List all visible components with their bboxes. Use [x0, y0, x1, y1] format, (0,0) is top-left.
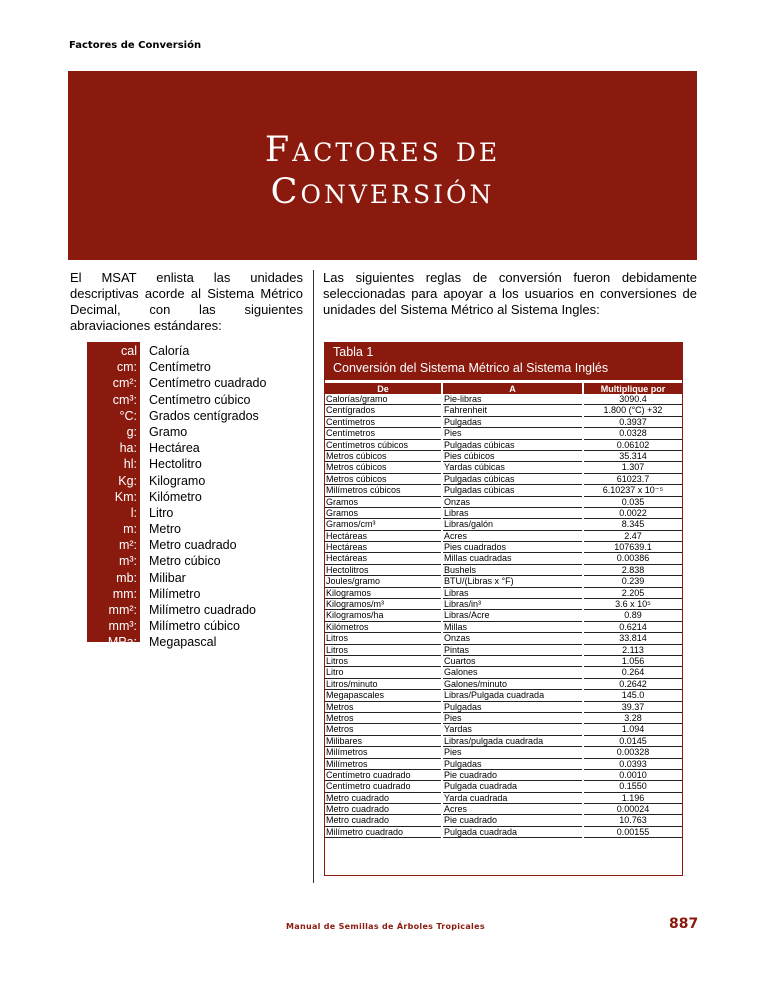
abbreviation-value: Centímetro	[149, 360, 211, 375]
cell-to: Pulgadas cúbicas	[443, 440, 582, 451]
cell-to: Fahrenheit	[443, 405, 582, 416]
cell-to: Bushels	[443, 565, 582, 576]
abbreviation-key: g:	[126, 424, 137, 439]
cell-multiply: 10.763	[584, 815, 682, 826]
cell-to: Libras/Pulgada cuadrada	[443, 690, 582, 701]
abbreviation-key: cm²:	[112, 376, 137, 391]
table-caption	[325, 343, 682, 380]
abbreviation-row	[87, 408, 337, 424]
cell-multiply: 0.0010	[584, 770, 682, 781]
abbreviation-value: Metro cuadrado	[149, 538, 237, 553]
abbreviation-value: Gramo	[149, 424, 188, 439]
cell-to: Libras/in³	[443, 599, 582, 610]
abbreviation-key: hl:	[123, 457, 137, 472]
cell-from: Centímetro cuadrado	[325, 770, 441, 781]
cell-to: Pulgadas	[443, 702, 582, 713]
intro-right-paragraph: Las siguientes reglas de conversión fueron debidamente seleccionadas para apoyar a los usuarios en conversiones de unidades del Sistema Métrico al Sistema Ingles:	[323, 270, 697, 317]
table-body	[325, 380, 682, 875]
cell-multiply: 61023.7	[584, 474, 682, 485]
cell-to: Pies	[443, 747, 582, 758]
abbreviation-row	[87, 440, 337, 456]
cell-multiply: 0.6214	[584, 622, 682, 633]
cell-to: Pie cuadrado	[443, 815, 582, 826]
cell-multiply: 107639.1	[584, 542, 682, 553]
cell-from: Metros	[325, 713, 441, 724]
cell-to: Galones	[443, 667, 582, 678]
cell-from: Hectolitros	[325, 565, 441, 576]
abbreviation-key: mm³:	[108, 619, 137, 634]
cell-to: Yarda cuadrada	[443, 793, 582, 804]
cell-from: Megapascales	[325, 690, 441, 701]
abbreviation-row	[87, 537, 337, 553]
cell-multiply: 0.00024	[584, 804, 682, 815]
cell-to: Libras/pulgada cuadrada	[443, 736, 582, 747]
cell-multiply: 0.0145	[584, 736, 682, 747]
column-multiply	[584, 394, 682, 838]
abbreviation-key: Km:	[114, 489, 137, 504]
abbreviation-value: Caloría	[149, 344, 190, 358]
cell-multiply: 2.205	[584, 588, 682, 599]
cell-from: Metro cuadrado	[325, 804, 441, 815]
column-header-from: De	[377, 384, 389, 394]
column-to	[443, 394, 582, 838]
cell-multiply: 0.0022	[584, 508, 682, 519]
cell-multiply: 1.056	[584, 656, 682, 667]
cell-to: Pulgadas	[443, 417, 582, 428]
abbreviation-row	[87, 473, 337, 489]
abbreviation-key: cm:	[116, 360, 137, 375]
cell-multiply: 0.00386	[584, 553, 682, 564]
cell-multiply: 3.28	[584, 713, 682, 724]
cell-multiply: 0.00155	[584, 827, 682, 838]
cell-to: Pies	[443, 428, 582, 439]
cell-from: Metros	[325, 724, 441, 735]
cell-from: Litros/minuto	[325, 679, 441, 690]
cell-from: Kilogramos/ha	[325, 610, 441, 621]
cell-to: Libras/galón	[443, 519, 582, 530]
abbreviation-key: MPa:	[107, 635, 137, 650]
abbreviation-value: Milímetro	[149, 586, 201, 601]
page-number: 887	[669, 916, 699, 932]
footer-text: Manual de Semillas de Árboles Tropicales	[286, 922, 485, 931]
cell-multiply: 33.814	[584, 633, 682, 644]
cell-multiply: 0.00328	[584, 747, 682, 758]
abbreviation-row	[87, 456, 337, 472]
column-from	[325, 394, 441, 838]
cell-from: Centímetro cuadrado	[325, 781, 441, 792]
page-title-line-2: Conversión	[270, 172, 495, 212]
cell-from: Metros cúbicos	[325, 462, 441, 473]
cell-from: Litros	[325, 656, 441, 667]
cell-multiply: 0.0328	[584, 428, 682, 439]
abbreviation-value: Centímetro cuadrado	[149, 376, 267, 391]
cell-from: Metros	[325, 702, 441, 713]
abbreviation-value: Litro	[149, 505, 174, 520]
cell-multiply: 6.10237 x 10⁻⁵	[584, 485, 682, 496]
cell-to: Millas	[443, 622, 582, 633]
cell-multiply: 35.314	[584, 451, 682, 462]
abbreviation-value: Metro	[149, 522, 181, 537]
page-title	[68, 129, 697, 213]
abbreviation-row	[87, 343, 337, 359]
abbreviation-key: l:	[130, 505, 137, 520]
abbreviation-row	[87, 424, 337, 440]
cell-from: Gramos	[325, 508, 441, 519]
page-title-line-1: Factores de	[264, 130, 501, 170]
cell-multiply: 0.06102	[584, 440, 682, 451]
cell-from: Milímetro cuadrado	[325, 827, 441, 838]
abbreviation-value: Grados centígrados	[149, 408, 259, 423]
cell-to: Yardas cúbicas	[443, 462, 582, 473]
cell-to: Cuartos	[443, 656, 582, 667]
cell-to: Pies cúbicos	[443, 451, 582, 462]
cell-multiply: 2.47	[584, 531, 682, 542]
abbreviation-value: Centímetro cúbico	[149, 392, 251, 407]
cell-multiply: 0.2642	[584, 679, 682, 690]
column-header-multiply: Multiplique por	[600, 384, 666, 394]
cell-to: Onzas	[443, 633, 582, 644]
cell-multiply: 1.196	[584, 793, 682, 804]
abbreviation-key: cal	[121, 344, 137, 358]
abbreviation-key: Kg:	[118, 473, 137, 488]
abbreviation-row	[87, 521, 337, 537]
abbreviation-key: m³:	[118, 554, 137, 569]
cell-to: Onzas	[443, 497, 582, 508]
cell-to: Libras/Acre	[443, 610, 582, 621]
abbreviation-row	[87, 553, 337, 569]
cell-multiply: 2.113	[584, 645, 682, 656]
cell-to: Pie cuadrado	[443, 770, 582, 781]
abbreviation-value: Hectolitro	[149, 457, 202, 472]
abbreviation-value: Kilogramo	[149, 473, 206, 488]
cell-to: Pulgadas cúbicas	[443, 474, 582, 485]
cell-from: Milímetros	[325, 747, 441, 758]
abbreviation-key: mm:	[112, 586, 137, 601]
cell-multiply: 145.0	[584, 690, 682, 701]
cell-to: Pies cuadrados	[443, 542, 582, 553]
cell-multiply: 0.035	[584, 497, 682, 508]
cell-from: Kilogramos	[325, 588, 441, 599]
cell-multiply: 1.800 (°C) +32	[584, 405, 682, 416]
cell-to: Acres	[443, 531, 582, 542]
cell-multiply: 1.094	[584, 724, 682, 735]
abbreviation-row	[87, 634, 337, 650]
cell-to: Yardas	[443, 724, 582, 735]
cell-to: Pulgada cuadrada	[443, 781, 582, 792]
cell-from: Centímetros cúbicos	[325, 440, 441, 451]
cell-from: Milímetros cúbicos	[325, 485, 441, 496]
table-caption-number: Tabla 1	[333, 345, 374, 359]
abbreviation-row	[87, 392, 337, 408]
cell-to: Pie-libras	[443, 394, 582, 405]
abbreviation-value: Metro cúbico	[149, 554, 221, 569]
cell-from: Milímetros	[325, 759, 441, 770]
table-caption-title: Conversión del Sistema Métrico al Sistema Inglés	[333, 361, 609, 375]
cell-multiply: 0.3937	[584, 417, 682, 428]
abbreviation-value: Milibar	[149, 570, 186, 585]
abbreviation-row	[87, 602, 337, 618]
cell-multiply: 0.239	[584, 576, 682, 587]
abbreviation-value: Milímetro cúbico	[149, 619, 240, 634]
abbreviation-key: °C:	[119, 408, 137, 423]
cell-from: Metros cúbicos	[325, 474, 441, 485]
cell-multiply: 0.0393	[584, 759, 682, 770]
abbreviation-list	[87, 343, 337, 651]
cell-from: Gramos/cm³	[325, 519, 441, 530]
cell-to: Pulgadas cúbicas	[443, 485, 582, 496]
cell-from: Hectáreas	[325, 542, 441, 553]
cell-multiply: 39.37	[584, 702, 682, 713]
abbreviation-row	[87, 586, 337, 602]
abbreviation-key: cm³:	[112, 392, 137, 407]
cell-from: Milibares	[325, 736, 441, 747]
cell-multiply: 0.1550	[584, 781, 682, 792]
abbreviation-row	[87, 618, 337, 634]
cell-to: Libras	[443, 588, 582, 599]
cell-to: Libras	[443, 508, 582, 519]
cell-from: Kilogramos/m³	[325, 599, 441, 610]
cell-from: Gramos	[325, 497, 441, 508]
abbreviation-key: m²:	[118, 538, 137, 553]
cell-from: Litro	[325, 667, 441, 678]
abbreviation-key: ha:	[119, 441, 137, 456]
cell-multiply: 2.838	[584, 565, 682, 576]
cell-from: Kilómetros	[325, 622, 441, 633]
cell-multiply: 8.345	[584, 519, 682, 530]
title-banner	[68, 71, 697, 260]
cell-from: Joules/gramo	[325, 576, 441, 587]
cell-to: BTU/(Libras x °F)	[443, 576, 582, 587]
abbreviation-key: m:	[123, 522, 137, 537]
cell-from: Hectáreas	[325, 553, 441, 564]
abbreviation-key: mb:	[116, 570, 137, 585]
cell-multiply: 0.89	[584, 610, 682, 621]
abbreviation-row	[87, 570, 337, 586]
cell-from: Metros cúbicos	[325, 451, 441, 462]
cell-to: Pulgadas	[443, 759, 582, 770]
conversion-table	[324, 342, 683, 876]
cell-to: Galones/minuto	[443, 679, 582, 690]
abbreviation-value: Kilómetro	[149, 489, 202, 504]
cell-from: Centímetros	[325, 417, 441, 428]
cell-from: Calorías/gramo	[325, 394, 441, 405]
abbreviation-row	[87, 359, 337, 375]
cell-to: Pies	[443, 713, 582, 724]
cell-multiply: 0.264	[584, 667, 682, 678]
abbreviation-row	[87, 375, 337, 391]
running-header: Factores de Conversión	[69, 40, 202, 51]
cell-multiply: 3.6 x 10⁵	[584, 599, 682, 610]
cell-to: Acres	[443, 804, 582, 815]
cell-from: Centígrados	[325, 405, 441, 416]
column-header-to: A	[509, 384, 516, 394]
cell-multiply: 1.307	[584, 462, 682, 473]
abbreviation-row	[87, 489, 337, 505]
cell-from: Centímetros	[325, 428, 441, 439]
cell-to: Pintas	[443, 645, 582, 656]
abbreviation-row	[87, 505, 337, 521]
cell-multiply: 3090.4	[584, 394, 682, 405]
cell-to: Pulgada cuadrada	[443, 827, 582, 838]
abbreviation-key: mm²:	[108, 603, 137, 617]
cell-from: Litros	[325, 645, 441, 656]
cell-from: Metro cuadrado	[325, 793, 441, 804]
intro-left-paragraph: El MSAT enlista las unidades descriptivas acorde al Sistema Métrico Decimal, con las siguientes abraviaciones estándares:	[70, 270, 303, 333]
abbreviation-value: Milímetro cuadrado	[149, 603, 256, 617]
abbreviation-value: Hectárea	[149, 441, 200, 456]
cell-from: Hectáreas	[325, 531, 441, 542]
cell-from: Litros	[325, 633, 441, 644]
cell-to: Millas cuadradas	[443, 553, 582, 564]
cell-from: Metro cuadrado	[325, 815, 441, 826]
abbreviation-value: Megapascal	[149, 635, 217, 650]
